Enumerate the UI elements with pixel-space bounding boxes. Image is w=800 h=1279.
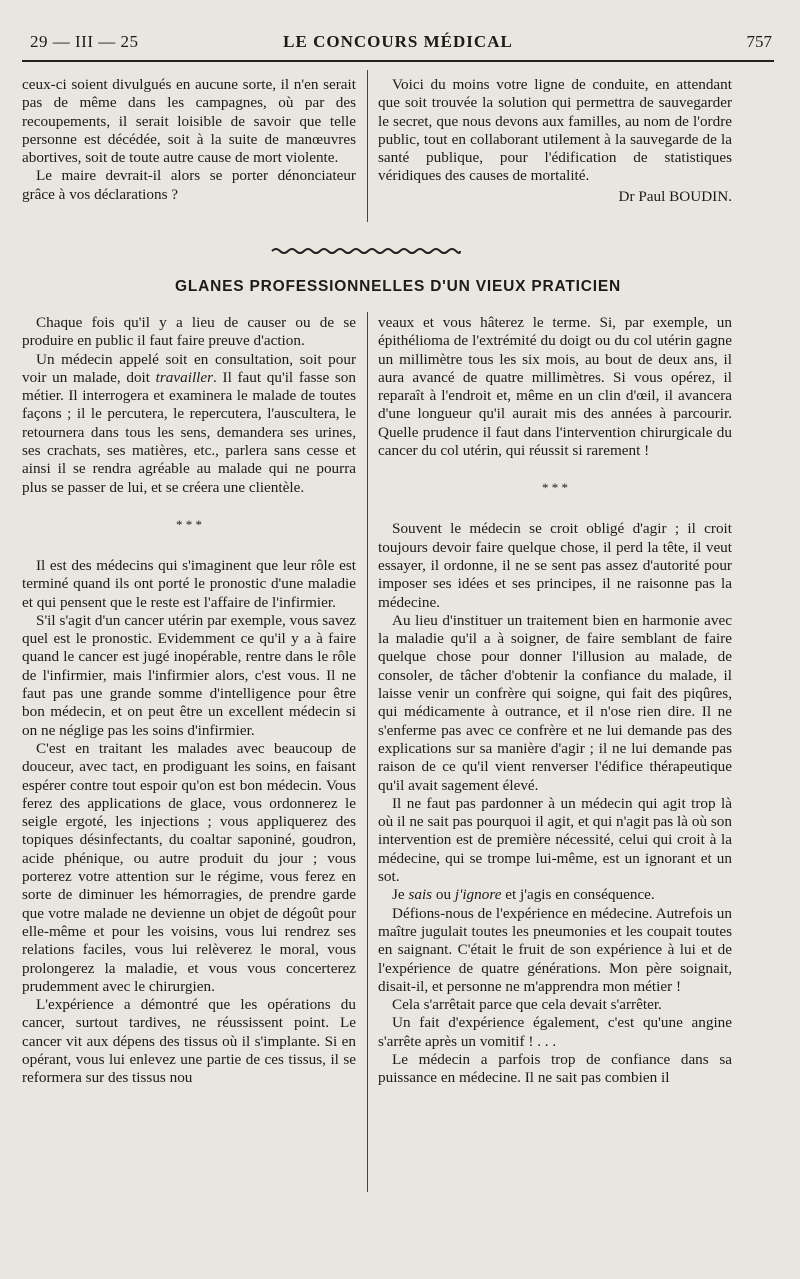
paragraph: Le médecin a parfois trop de confiance dans sa puissance en médecine. Il ne sait pas combien il: [378, 1050, 732, 1087]
paragraph: L'expérience a démontré que les opérations du cancer, surtout tardives, ne réussissent point. Le cancer vit aux dépens des tissus où il s'implante. Si en opérant, vous lui enlevez une partie de ces tissus, il se reformera sur des tissus nou: [22, 996, 356, 1087]
page-number: 757: [746, 32, 772, 51]
paragraph: Chaque fois qu'il y a lieu de causer ou de se produire en public il faut faire preuve d'action.: [22, 314, 356, 350]
paragraph: Il ne faut pas pardonner à un médecin qui agit trop là où il ne sait pas pourquoi il agit, et qui n'agit pas là où son intervention est de première nécessité, celui qui croit à la médecine, qui se trompe lui-même, est un ignorant et un sot.: [378, 794, 732, 886]
column-divider: [367, 312, 368, 1192]
header-rule: [22, 60, 774, 62]
article-left-column: [22, 314, 356, 1088]
ornament-divider: [270, 246, 462, 256]
column-divider: [367, 70, 368, 222]
paragraph: Le maire devrait-il alors se porter dénonciateur grâce à vos déclarations ?: [22, 167, 356, 203]
paragraph: Voici du moins votre ligne de conduite, en attendant que soit trouvée la solution qui permettra de sauvegarder le secret, que nous devons aux familles, au nom de l'ordre public, tout en collaborant utilement à la sauvegarde de la santé publique, pour l'édification de statistiques véridiques des causes de mortalité.: [378, 76, 732, 185]
top-right-column: [378, 76, 732, 206]
section-title: GLANES PROFESSIONNELLES D'UN VIEUX PRATICIEN: [175, 278, 621, 295]
paragraph: ceux-ci soient divulgués en aucune sorte, il n'en serait pas de même dans les campagnes, où par des recoupements, il serait loisible de savoir que telle personne est décédée, soit à la suite de manœuvres abortives, soit de toute autre cause de mort violente.: [22, 76, 356, 167]
paragraph: Défions-nous de l'expérience en médecine. Autrefois un maître jugulait toutes les pneumonies et les coupait toutes en saignant. C'était le fruit de son expérience à lui et de l'expérience de quatre générations. Mon père soignait, disait-il, et personne ne m'apprendra mon métier !: [378, 904, 732, 995]
paragraph: Il est des médecins qui s'imaginent que leur rôle est terminé quand ils ont porté le pronostic d'une maladie et qui pensent que le reste est l'affaire de l'infirmier.: [22, 556, 356, 611]
author-signature: Dr Paul BOUDIN.: [618, 187, 732, 205]
paragraph: veaux et vous hâterez le terme. Si, par exemple, un épithélioma de l'extrémité du doigt ou du col utérin gagne un millimètre tous les six mois, au bout de deux ans, il aura avancé de quatre millimètres. Si vous opérez, il reparaît à l'endroit et, même en un clin d'œil, il avancera d'une longueur qu'il aurait mis des années à parcourir. Quelle prudence il faut dans l'intervention chirurgicale du cancer du col utérin, qui réussit si rarement !: [378, 314, 732, 460]
paragraph: Cela s'arrêtait parce que cela devait s'arrêter.: [392, 996, 662, 1014]
paragraph: Un fait d'expérience également, c'est qu'une angine s'arrête après un vomitif ! . . .: [378, 1014, 732, 1050]
paragraph: Un médecin appelé soit en consultation, soit pour voir un malade, doit travailler. Il faut qu'il fasse son métier. Il interrogera et examinera le malade de toutes façons ; il le percutera, le repercutera, l'auscultera, le retournera dans tous les sens, demandera ses urines, ses crachats, ses matières, etc., parlera sans cesse et ainsi il se rendra agréable au malade qui ne pourra plus se passer de lui, et se créera une clientèle.: [22, 350, 356, 496]
top-left-column: [22, 76, 356, 204]
paragraph: Souvent le médecin se croit obligé d'agir ; il croit toujours devoir faire quelque chose, il perd la tête, il veut essayer, il ordonne, il ne se sent pas assez d'autorité pour imposer ses idées et ses principes, il ne raisonne pas la médecine.: [378, 520, 732, 611]
section-stars: * * *: [176, 516, 202, 532]
paragraph: S'il s'agit d'un cancer utérin par exemple, vous savez quel est le pronostic. Evidemment ce qu'il y a à faire quand le cancer est jugé inopérable, rentre dans le rôle de l'infirmier, mais l'infirmier alors, c'est vous. Il ne faut pas une grande somme d'intelligence pour être bon médecin, et on peut être un excellent médecin si on ne néglige pas les soins d'infirmier.: [22, 611, 356, 739]
section-stars: * * *: [542, 480, 568, 496]
paragraph: Au lieu d'instituer un traitement bien en harmonie avec la maladie qu'il a à soigner, de faire semblant de faire quelque chose pour donner l'illusion au malade, de consoler, de tâcher d'obtenir la confiance du malade, il laisse venir un confrère qui soigne, qui fait des piqûres, qui médicamente à outrance, et il n'ose rien dire. Il ne s'enferme pas avec ce confrère et ne lui demande pas des explications sur sa manière d'agir ; il ne lui demande pas raison de ce qu'il vient renverser l'édifice thérapeutique qu'il avait sagement élevé.: [378, 611, 732, 794]
paragraph: Je sais ou j'ignore et j'agis en conséquence.: [392, 886, 655, 904]
journal-title: LE CONCOURS MÉDICAL: [283, 32, 513, 51]
page-header: [24, 32, 772, 58]
issue-date: 29 — III — 25: [30, 32, 139, 51]
article-right-column: [378, 314, 732, 1088]
paragraph: C'est en traitant les malades avec beaucoup de douceur, avec tact, en prodiguant les soins, en faisant espérer contre tout espoir qu'on est bon médecin. Vous ferez des applications de glace, vous ordonnerez le seigle ergoté, les injections ; vous appliquerez des topiques désinfectants, du coaltar saponiné, goudron, acide phénique, ou autre produit du jour ; vous porterez votre attention sur le régime, vous ferez en sorte de diminuer les hémorragies, de prendre garde que votre malade ne devienne un objet de dégoût pour elle-même et pour les voisins, vous lui rendrez ses relations faciles, vous lui relèverez le moral, vous prolongerez la maladie, et vous vous concerterez prudemment avec le chirurgien.: [22, 739, 356, 995]
